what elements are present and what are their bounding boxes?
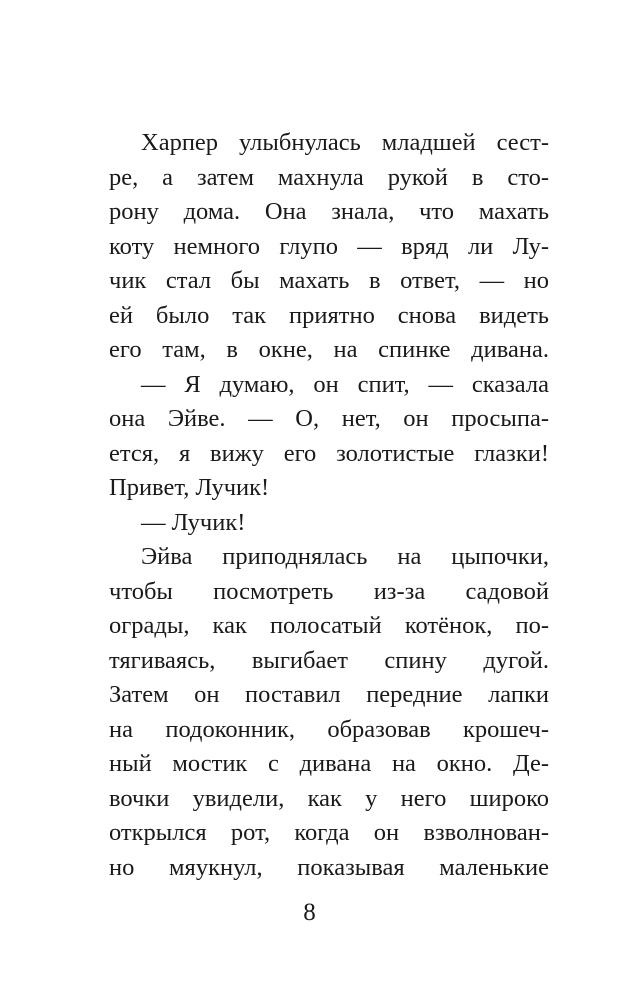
text-line: ный мостик с дивана на окно. Де- (109, 750, 549, 777)
text-line: но мяукнул, показывая маленькие (109, 853, 549, 881)
text-line: на подоконник, образовав крошеч- (109, 715, 549, 743)
text-line: ограды, как полосатый котёнок, по- (109, 612, 549, 639)
text-line: Харпер улыбнулась младшей сест- (141, 129, 549, 156)
text-line: коту немного глупо — вряд ли Лу- (109, 232, 549, 260)
text-line: Привет, Лучик! (109, 474, 270, 501)
text-line: ре, а затем махнула рукой в сто- (109, 163, 549, 191)
text-line: ей было так приятно снова видеть (109, 301, 549, 329)
text-line: его там, в окне, на спинке дивана. (109, 336, 549, 363)
text-line: Эйва приподнялась на цыпочки, (141, 543, 549, 570)
text-line: — Лучик! (141, 508, 246, 536)
text-line: рону дома. Она знала, что махать (109, 198, 549, 225)
text-line: тягиваясь, выгибает спину дугой. (109, 646, 549, 674)
text-line: она Эйве. — О, нет, он просыпа- (109, 405, 549, 432)
text-line: чик стал бы махать в ответ, — но (109, 267, 549, 294)
text-line: ется, я вижу его золотистые глазки! (109, 439, 549, 467)
page-number: 8 (303, 899, 316, 926)
text-line: чтобы посмотреть из-за садовой (109, 577, 549, 605)
text-line: — Я думаю, он спит, — сказала (141, 370, 549, 398)
body-text (109, 126, 549, 885)
text-line: вочки увидели, как у него широко (109, 784, 549, 812)
text-line: Затем он поставил передние лапки (109, 681, 549, 708)
text-line: открылся рот, когда он взволнован- (109, 819, 549, 846)
